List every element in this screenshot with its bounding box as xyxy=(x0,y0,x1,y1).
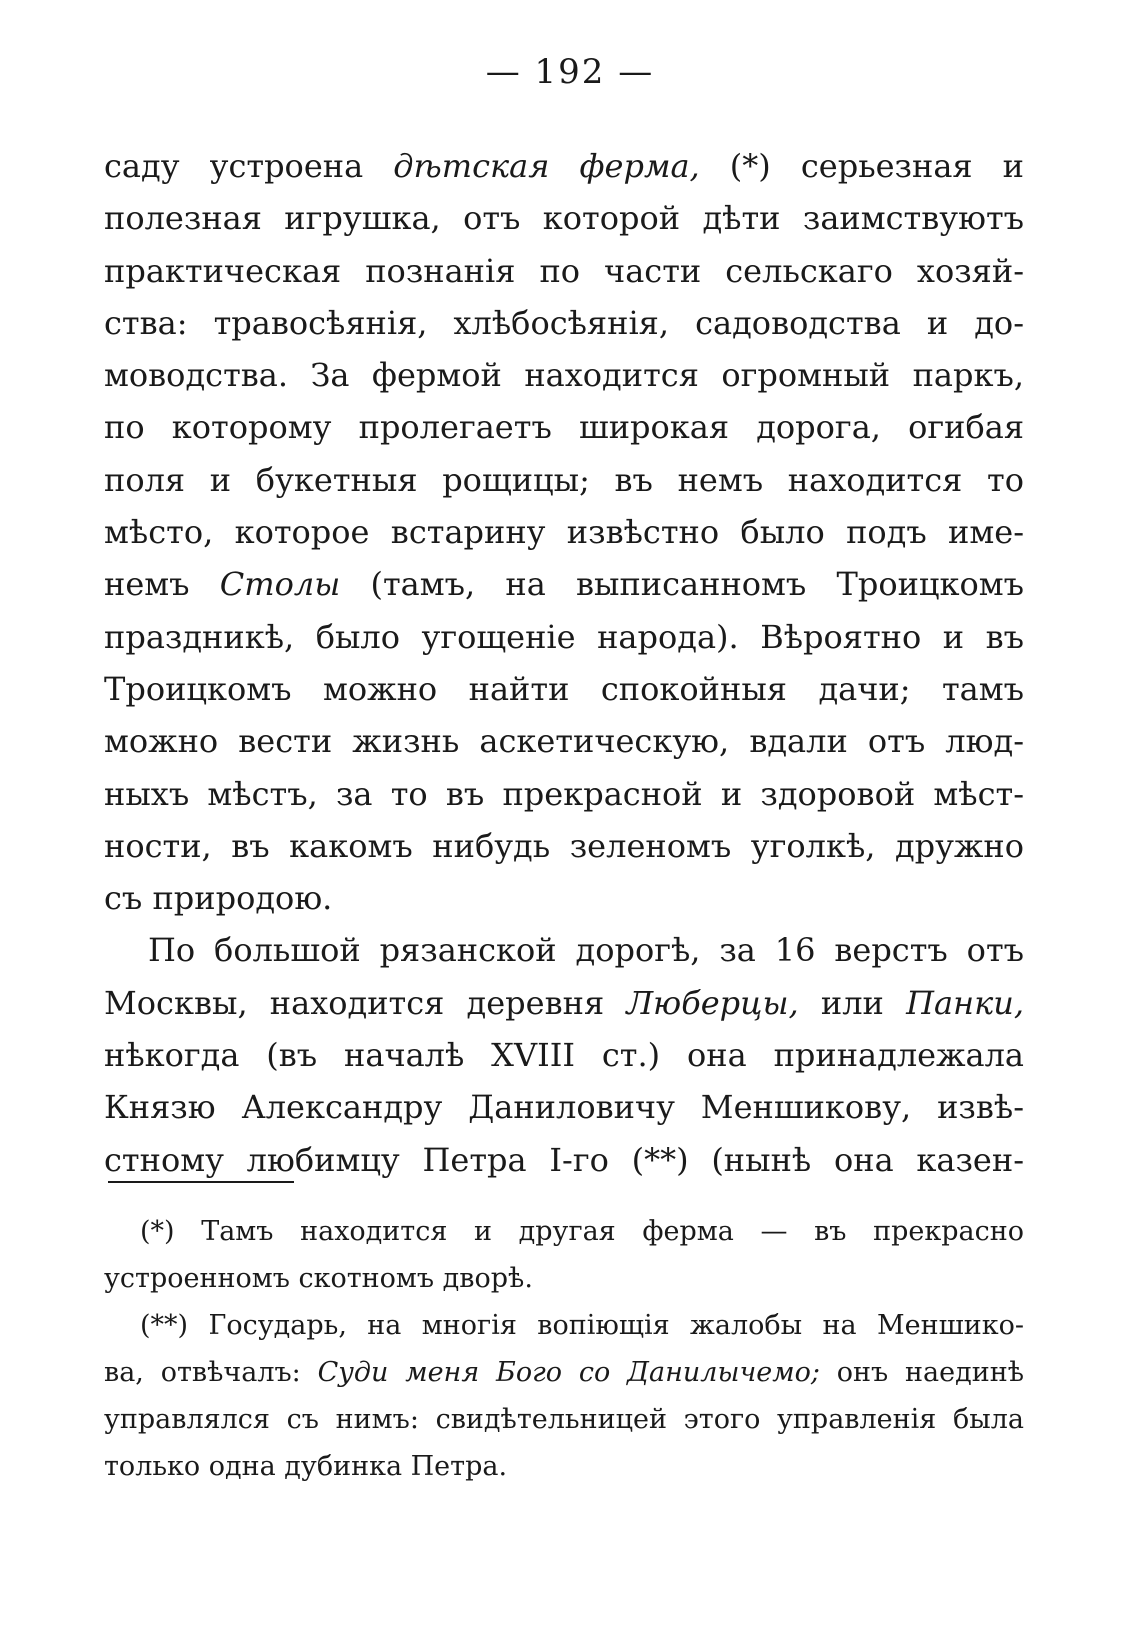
body-line: Москвы, находится деревня Люберцы, или Панки, xyxy=(104,983,1025,1022)
footnotes xyxy=(104,1208,1024,1490)
body-line: ныхъ мѣстъ, за то въ прекрасной и здоровой мѣст- xyxy=(104,774,1024,813)
body-line: Князю Александру Даниловичу Меншикову, извѣ- xyxy=(104,1088,1024,1127)
body-line: нѣкогда (въ началѣ XVIII ст.) она принадлежала xyxy=(104,1036,1024,1075)
body-line: ности, въ какомъ нибудь зеленомъ уголкѣ, дружно xyxy=(104,826,1024,865)
body-line: полезная игрушка, отъ которой дѣти заимствуютъ xyxy=(104,199,1024,238)
italic-text: дѣтская ферма, xyxy=(393,147,700,185)
body-line: моводства. За фермой находится огромный паркъ, xyxy=(104,356,1024,395)
italic-text: Суди меня Бого со Данилычемо; xyxy=(317,1357,820,1388)
footnote-line: ва, отвѣчалъ: Суди меня Бого со Данилычемо; онъ наединѣ xyxy=(104,1357,1024,1388)
body-line: мѣсто, которое встарину извѣстно было подъ име- xyxy=(104,513,1024,552)
footnote-line: управлялся съ нимъ: свидѣтельницей этого управленія была xyxy=(104,1404,1024,1435)
footnote-line: устроенномъ скотномъ дворѣ. xyxy=(104,1263,533,1294)
italic-text: Люберцы, xyxy=(626,983,799,1022)
body-line: можно вести жизнь аскетическую, вдали отъ люд- xyxy=(104,722,1024,761)
body-line: По большой рязанской дорогѣ, за 16 верстъ отъ xyxy=(148,931,1024,970)
footnote-line: (**) Государь, на многія вопіющія жалобы на Меншико- xyxy=(140,1310,1024,1341)
body-line: по которому пролегаетъ широкая дорога, огибая xyxy=(104,408,1024,447)
body-line: съ природою. xyxy=(104,879,333,918)
footnote-separator xyxy=(108,1181,294,1183)
page-number: — 192 — xyxy=(485,52,655,92)
body-line: праздникѣ, было угощеніе народа). Вѣроятно и въ xyxy=(104,617,1024,656)
footnote-line: только одна дубинка Петра. xyxy=(104,1451,508,1482)
body-line: Троицкомъ можно найти спокойныя дачи; тамъ xyxy=(104,669,1024,708)
body-line: ства: травосѣянія, хлѣбосѣянія, садоводства и до- xyxy=(104,303,1024,342)
body-line: поля и букетныя рощицы; въ немъ находится то xyxy=(104,460,1024,499)
body-line: стному любимцу Петра I-го (**) (нынѣ она казен- xyxy=(104,1140,1024,1179)
body-line: саду устроена дѣтская ферма, (*) серьезная и xyxy=(104,147,1024,185)
footnote-line: (*) Тамъ находится и другая ферма — въ прекрасно xyxy=(140,1216,1024,1247)
italic-text: Панки, xyxy=(906,983,1025,1022)
italic-text: Столы xyxy=(219,565,341,604)
body-line: практическая познанія по части сельскаго хозяй- xyxy=(104,251,1024,290)
body-line: немъ Столы (тамъ, на выписанномъ Троицкомъ xyxy=(104,565,1025,604)
body-text xyxy=(104,140,1024,1186)
